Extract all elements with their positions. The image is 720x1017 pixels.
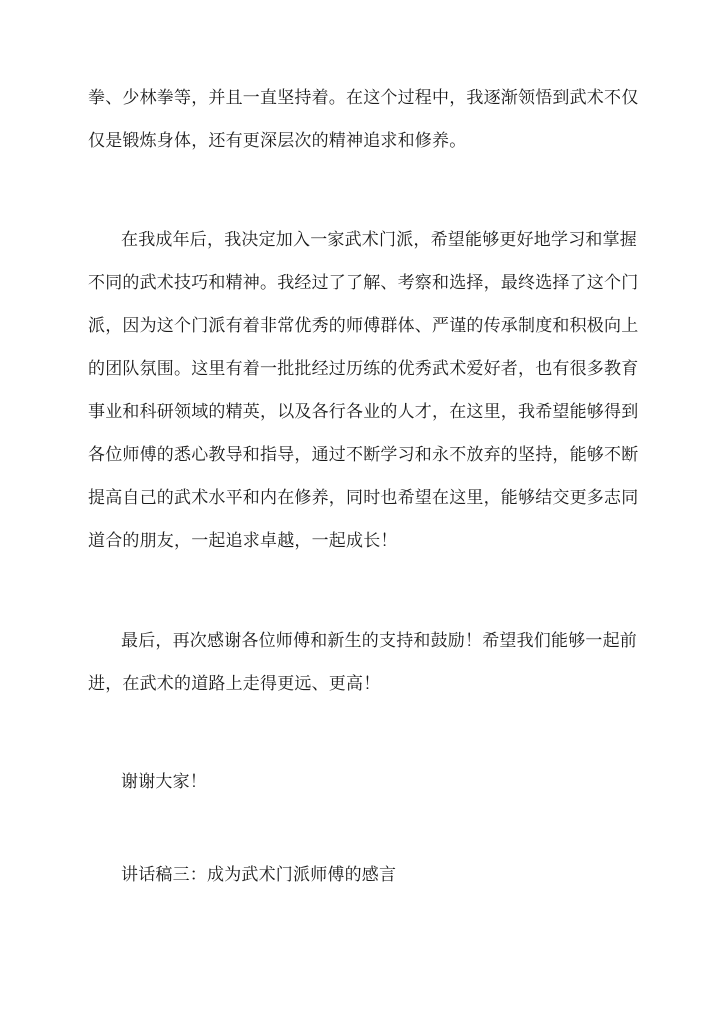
paragraph-1-line-1: 拳、少林拳等，并且一直坚持着。在这个过程中，我逐渐领悟到武术不仅 — [88, 88, 639, 108]
paragraph-3-line-2: 进，在武术的道路上走得更远、更高！ — [88, 674, 381, 694]
next-section-title: 讲话稿三：成为武术门派师傅的感言 — [121, 865, 397, 885]
paragraph-2-line-3: 派，因为这个门派有着非常优秀的师傅群体、严谨的传承制度和积极向上 — [88, 316, 639, 336]
paragraph-2-line-2: 不同的武术技巧和精神。我经过了了解、考察和选择，最终选择了这个门 — [88, 273, 639, 293]
paragraph-2-line-1: 在我成年后，我决定加入一家武术门派，希望能够更好地学习和掌握 — [121, 230, 637, 250]
paragraph-3-line-1: 最后，再次感谢各位师傅和新生的支持和鼓励！希望我们能够一起前 — [121, 631, 637, 651]
paragraph-2-line-7: 提高自己的武术水平和内在修养，同时也希望在这里，能够结交更多志同 — [88, 488, 639, 508]
closing-thanks: 谢谢大家！ — [121, 772, 207, 792]
paragraph-2-line-6: 各位师傅的悉心教导和指导，通过不断学习和永不放弃的坚持，能够不断 — [88, 445, 639, 465]
paragraph-1-line-2: 仅是锻炼身体，还有更深层次的精神追求和修养。 — [88, 131, 467, 151]
paragraph-2-line-4: 的团队氛围。这里有着一批批经过历练的优秀武术爱好者，也有很多教育 — [88, 359, 639, 379]
paragraph-2-line-5: 事业和科研领域的精英，以及各行各业的人才，在这里，我希望能够得到 — [88, 402, 639, 422]
paragraph-2-line-8: 道合的朋友，一起追求卓越，一起成长！ — [88, 531, 398, 551]
